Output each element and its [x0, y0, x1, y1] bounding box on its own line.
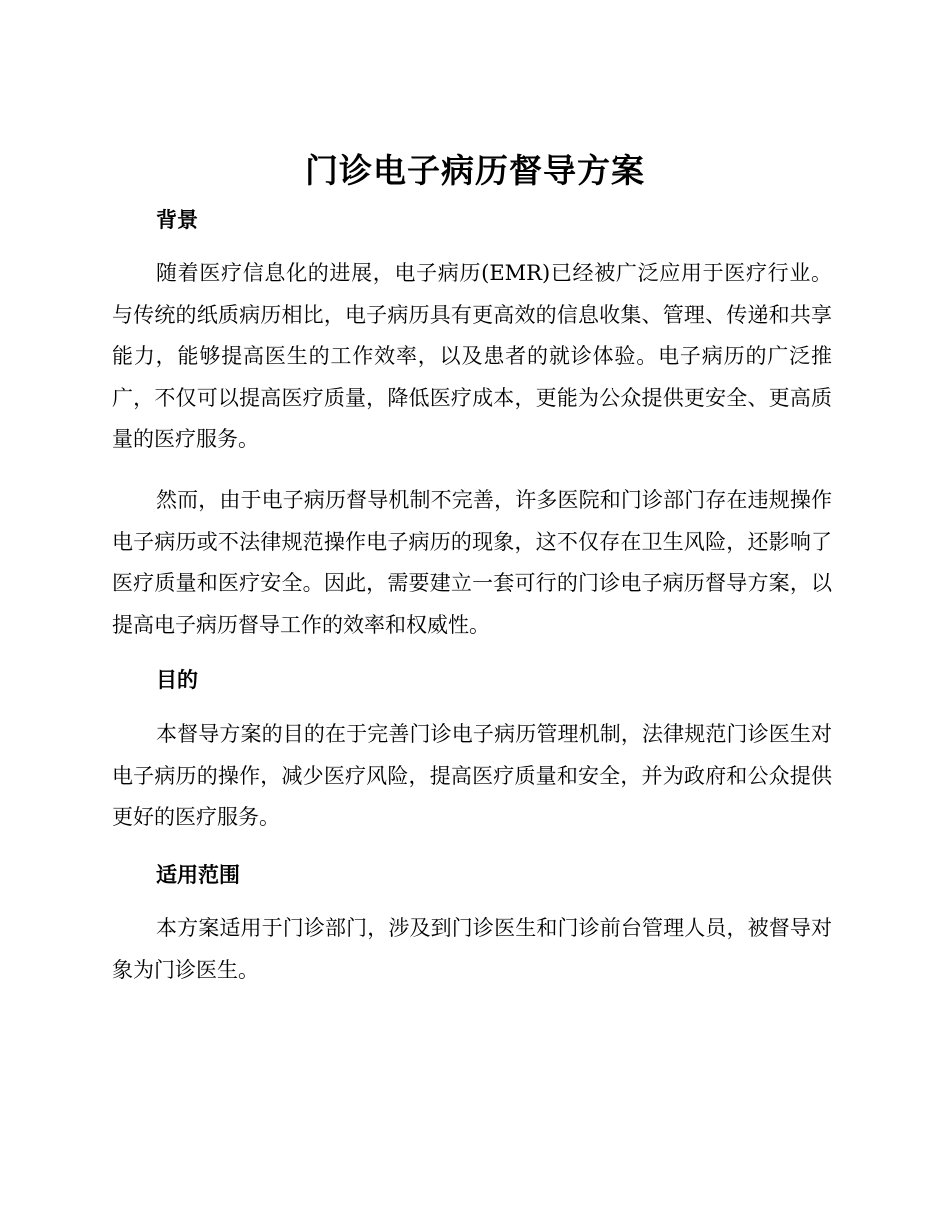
section-heading-purpose: 目的	[156, 668, 198, 692]
paragraph-background-2: 然而，由于电子病历督导机制不完善，许多医院和门诊部门存在违规操作电子病历或不法律规范操作电子病历的现象，这不仅存在卫生风险，还影响了医疗质量和医疗安全。因此，需要建立一套可行的门诊电子病历督导方案，以提高电子病历督导工作的效率和权威性。	[112, 488, 832, 637]
paragraph-background-1: 随着医疗信息化的进展，电子病历(EMR)已经被广泛应用于医疗行业。与传统的纸质病历相比，电子病历具有更高效的信息收集、管理、传递和共享能力，能够提高医生的工作效率，以及患者的就诊体验。电子病历的广泛推广，不仅可以提高医疗质量，降低医疗成本，更能为公众提供更安全、更高质量的医疗服务。	[112, 261, 832, 451]
paragraph-scope: 本方案适用于门诊部门，涉及到门诊医生和门诊前台管理人员，被督导对象为门诊医生。	[112, 916, 832, 982]
section-heading-scope: 适用范围	[156, 863, 240, 887]
document-title: 门诊电子病历督导方案	[305, 151, 645, 190]
section-heading-background: 背景	[156, 208, 198, 232]
paragraph-purpose: 本督导方案的目的在于完善门诊电子病历管理机制，法律规范门诊医生对电子病历的操作，减少医疗风险，提高医疗质量和安全，并为政府和公众提供更好的医疗服务。	[112, 722, 832, 829]
